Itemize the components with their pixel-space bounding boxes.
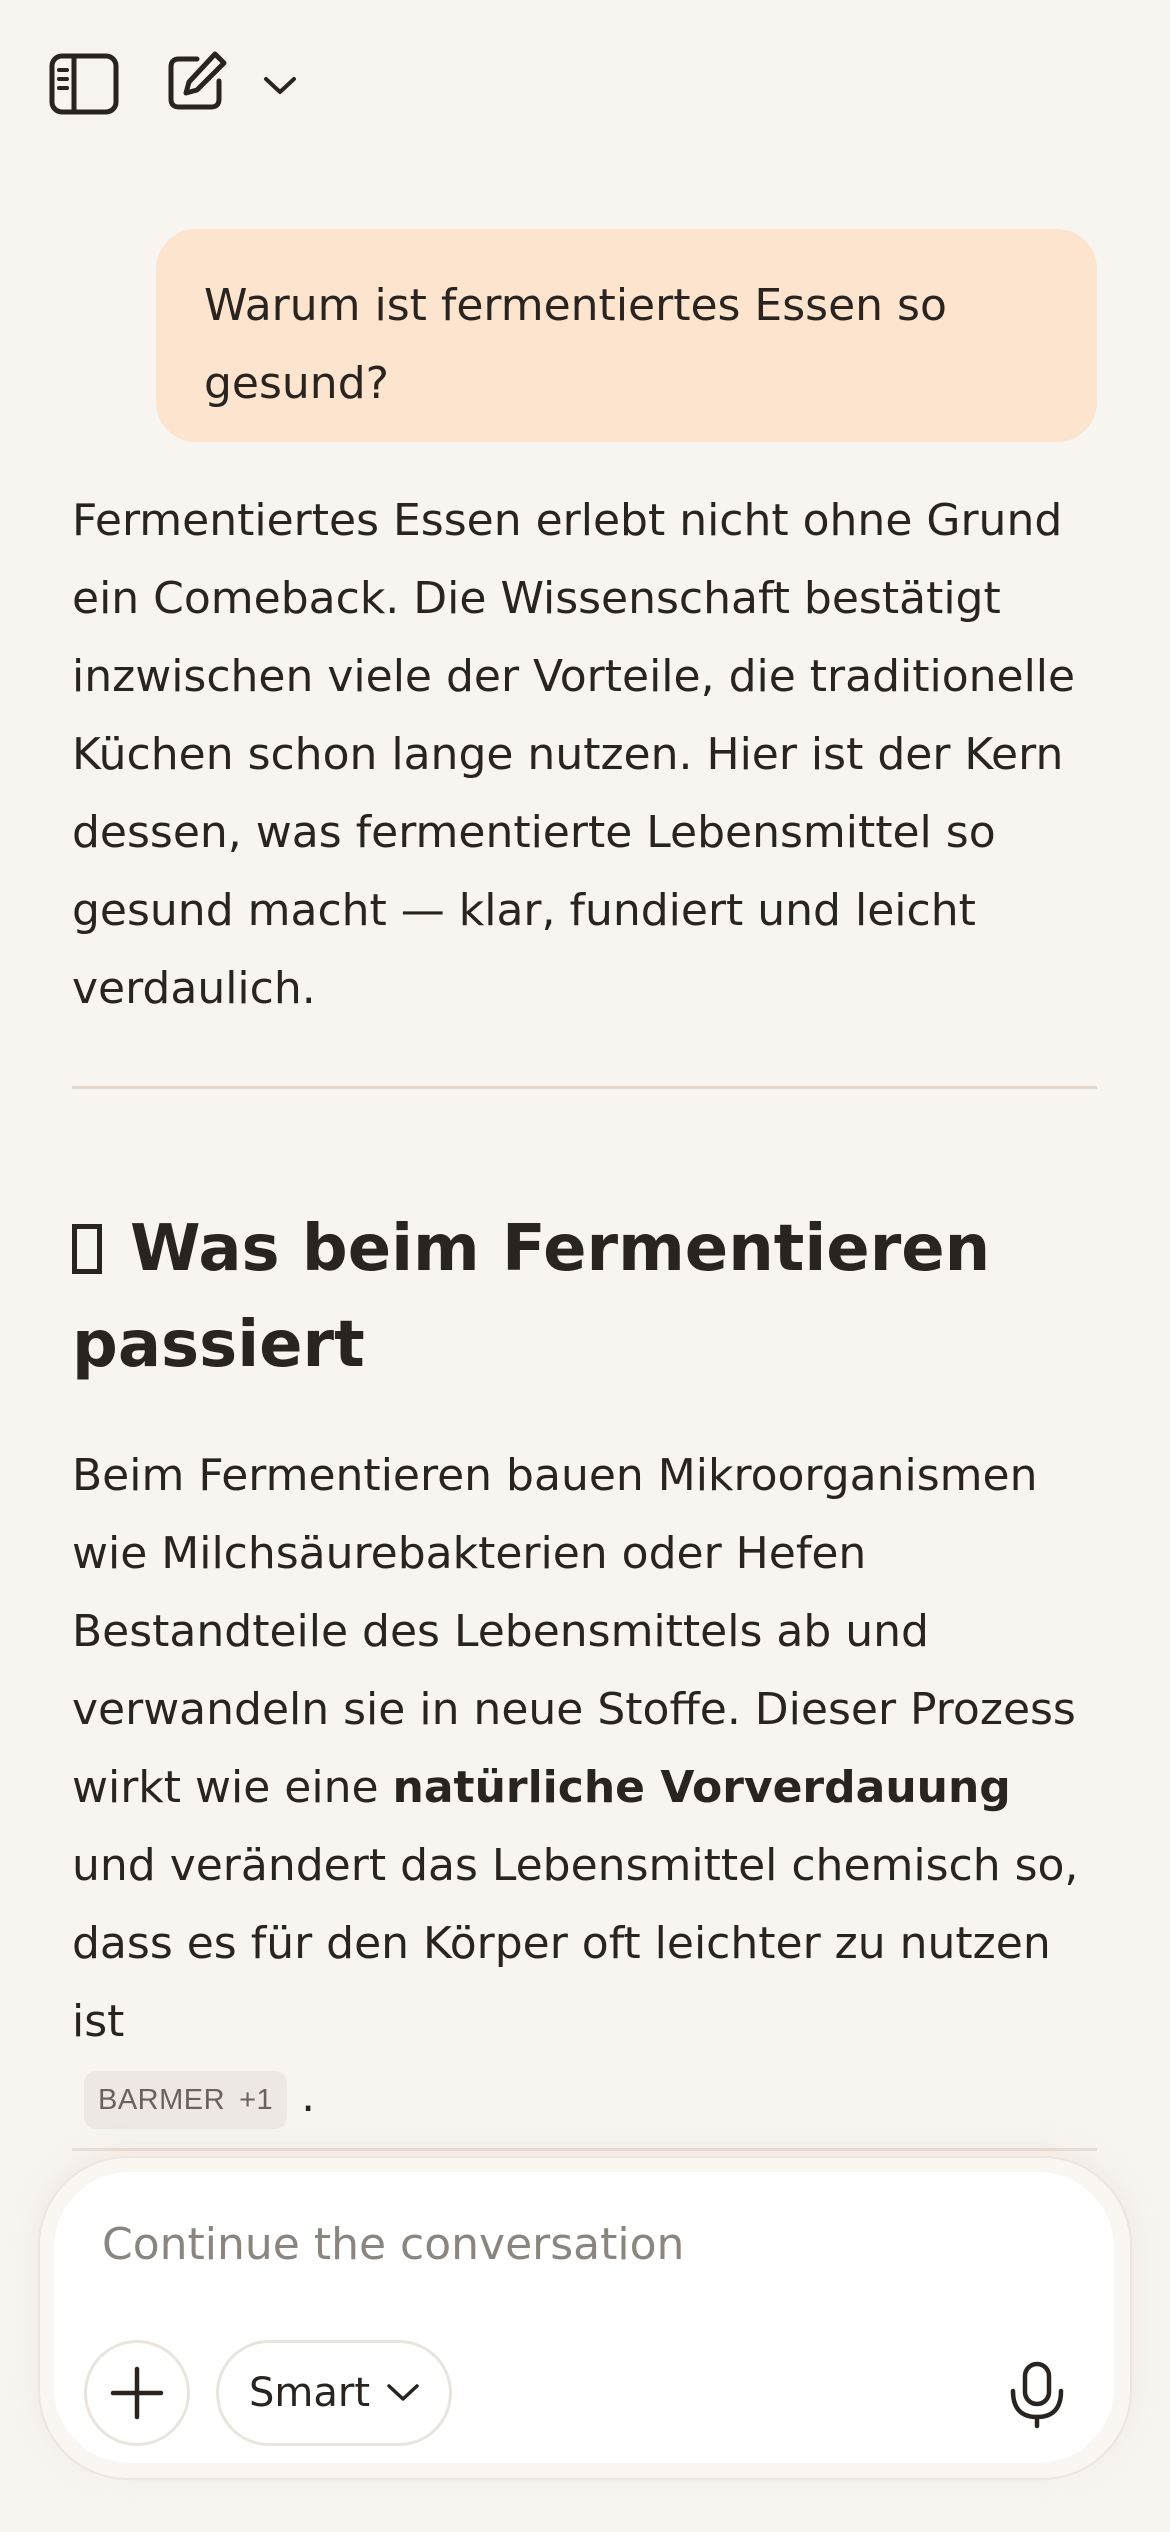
citation-more-count: +1 bbox=[239, 2083, 274, 2116]
sidebar-icon bbox=[48, 52, 120, 116]
plus-icon bbox=[109, 2365, 165, 2421]
voice-input-button[interactable] bbox=[994, 2352, 1080, 2438]
compose-icon bbox=[163, 49, 229, 115]
body-text-end: und verändert das Lebensmittel chemisch so, dass es für den Körper oft leichter zu nutzen ist bbox=[72, 1840, 1079, 2047]
sidebar-toggle-button[interactable] bbox=[44, 48, 124, 120]
assistant-body-paragraph bbox=[72, 1437, 1102, 2061]
message-input[interactable] bbox=[102, 2204, 1002, 2284]
section-heading-text: Was beim Fermentieren passiert bbox=[72, 1212, 991, 1382]
sentence-period: . bbox=[301, 2070, 316, 2122]
top-bar bbox=[0, 0, 1170, 170]
microphone-icon bbox=[1008, 2361, 1066, 2429]
mode-selector-button[interactable] bbox=[216, 2340, 452, 2446]
section-divider bbox=[72, 1086, 1097, 1089]
assistant-intro-paragraph: Fermentiertes Essen erlebt nicht ohne Grund ein Comeback. Die Wissenschaft bestätigt inzwischen viele der Vorteile, die traditionelle Küchen schon lange nutzen. Hier ist der Kern dessen, was fermentierte Lebensmittel so gesund macht — klar, fundiert und leicht verdaulich. bbox=[72, 495, 1076, 1014]
body-text-start: Beim Fermentieren bauen Mikroorganismen wie Milchsäurebakterien oder Hefen Bestandteile des Lebensmittels ab und verwandeln sie in neue Stoffe. Dieser Prozess wirkt wie eine bbox=[72, 1450, 1076, 1813]
model-selector-button[interactable] bbox=[256, 62, 304, 110]
section-heading bbox=[72, 1201, 1102, 1393]
mode-label: Smart bbox=[249, 2370, 370, 2416]
chevron-down-icon bbox=[262, 75, 298, 97]
citation-row bbox=[72, 2061, 1102, 2139]
assistant-message bbox=[72, 482, 1102, 2139]
composer bbox=[54, 2172, 1114, 2463]
attach-button[interactable] bbox=[84, 2340, 190, 2446]
section-divider-2 bbox=[72, 2148, 1097, 2151]
user-message-text: Warum ist fermentiertes Essen so gesund? bbox=[204, 280, 947, 409]
citation-source: BARMER bbox=[98, 2083, 226, 2116]
emoji-placeholder-icon bbox=[72, 1224, 102, 1274]
chevron-down-icon bbox=[386, 2383, 420, 2403]
citation-chip[interactable] bbox=[84, 2071, 287, 2129]
new-chat-button[interactable] bbox=[158, 44, 234, 120]
user-message-bubble bbox=[156, 229, 1097, 442]
body-text-bold: natürliche Vorverdauung bbox=[392, 1762, 1011, 1813]
